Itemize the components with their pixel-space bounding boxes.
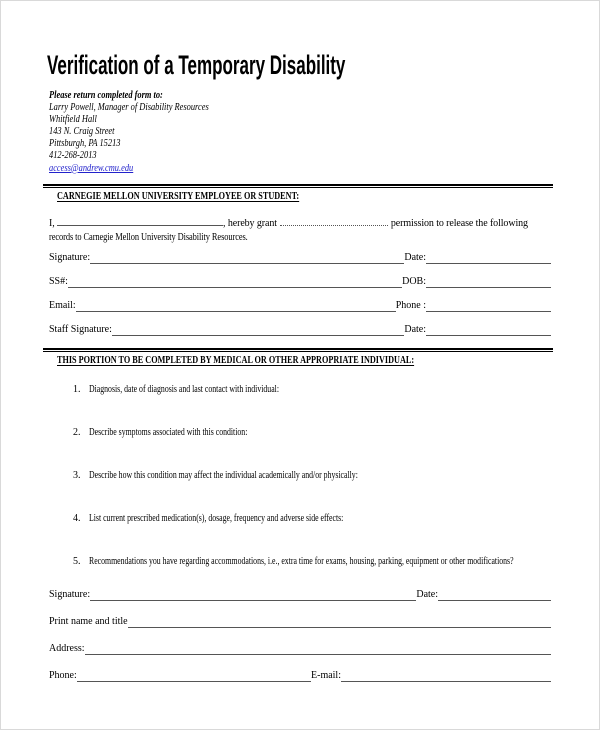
- email-line: [341, 668, 551, 682]
- staff-signature-label: Staff Signature:: [49, 323, 112, 335]
- question-text-inner: Describe symptoms associated with this condition:: [89, 426, 248, 438]
- ssn-line: [68, 274, 402, 288]
- question-text-inner: Describe how this condition may affect the individual academically and/or physically:: [89, 469, 358, 481]
- address-label: Address:: [49, 642, 85, 654]
- email-link[interactable]: access@andrew.cmu.edu: [49, 162, 134, 174]
- signature-label: Signature:: [49, 588, 91, 600]
- section2-heading: [57, 355, 599, 367]
- grant-statement: [49, 216, 551, 246]
- return-instructions-heading-text: Please return completed form to:: [49, 90, 163, 101]
- date-label: Date:: [416, 588, 438, 600]
- student-info-rows: [49, 251, 551, 336]
- question-number: 3.: [73, 469, 81, 481]
- question-item: [73, 555, 551, 568]
- dob-line: [426, 274, 551, 288]
- question-text-inner: List current prescribed medication(s), dosage, frequency and adverse side effects:: [89, 512, 344, 524]
- ssn-label: SS#:: [49, 275, 68, 287]
- staff-signature-line: [112, 322, 404, 336]
- building-name: Whitfield Hall: [49, 114, 97, 126]
- return-instructions-block: [49, 90, 599, 175]
- section1-heading: [57, 191, 599, 203]
- question-number: 1.: [73, 383, 81, 395]
- grant-suffix: permission to release the following: [390, 217, 528, 229]
- phone-label: Phone :: [395, 299, 426, 311]
- question-text: [89, 469, 434, 482]
- grant-line2-text: records to Carnegie Mellon University Disability Resources.: [49, 232, 248, 244]
- phone-email-row: [49, 669, 551, 682]
- question-number: 4.: [73, 512, 81, 524]
- email-label: E-mail:: [311, 669, 341, 681]
- address-row: [49, 642, 551, 655]
- email-label: Email:: [49, 299, 76, 311]
- question-number: 2.: [73, 426, 81, 438]
- email-line: [76, 298, 396, 312]
- date-label: Date:: [404, 323, 426, 335]
- signature-date-row: [49, 251, 551, 264]
- return-address-line: [49, 102, 599, 114]
- signature-label: Signature:: [49, 251, 91, 263]
- dob-label: DOB:: [402, 275, 426, 287]
- question-number: 5.: [73, 555, 81, 567]
- section-divider: [43, 348, 553, 352]
- page-title-text: Verification of a Temporary Disability: [47, 50, 346, 80]
- medical-questions-list: [73, 383, 551, 568]
- date-line: [426, 250, 551, 264]
- city-state-zip: Pittsburgh, PA 15213: [49, 138, 121, 150]
- question-text-inner: Diagnosis, date of diagnosis and last contact with individual:: [89, 383, 279, 395]
- question-item: [73, 512, 551, 525]
- question-text: [89, 426, 292, 439]
- date-line: [426, 322, 551, 336]
- date-line: [438, 587, 551, 601]
- return-address-line: [49, 150, 599, 162]
- street-address: 143 N. Craig Street: [49, 126, 115, 138]
- question-text: [89, 555, 600, 568]
- address-line: [85, 641, 551, 655]
- grant-line2: [49, 231, 551, 246]
- date-label: Date:: [404, 251, 426, 263]
- phone-line: [426, 298, 551, 312]
- section1-heading-text: CARNEGIE MELLON UNIVERSITY EMPLOYEE OR STUDENT:: [57, 190, 300, 202]
- return-address-line: [49, 126, 599, 138]
- ssn-dob-row: [49, 275, 551, 288]
- question-item: [73, 426, 551, 439]
- print-name-label: Print name and title: [49, 615, 128, 627]
- section2-heading-text: THIS PORTION TO BE COMPLETED BY MEDICAL OR OTHER APPROPRIATE INDIVIDUAL:: [57, 354, 415, 366]
- signature-line: [90, 250, 404, 264]
- question-text: [89, 512, 415, 525]
- grant-middle: , hereby grant: [223, 217, 277, 229]
- return-address-line: [49, 114, 599, 126]
- print-name-row: [49, 615, 551, 628]
- name-blank: [57, 216, 223, 226]
- question-text-inner: Recommendations you have regarding accommodations, i.e., extra time for exams, housing, parking, equipment or other modifications?: [89, 555, 514, 567]
- section-divider: [43, 184, 553, 188]
- return-address-line: [49, 138, 599, 150]
- return-email-line: [49, 163, 599, 175]
- medical-info-rows: [49, 588, 551, 682]
- return-instructions-heading: [49, 90, 599, 102]
- email-phone-row: [49, 299, 551, 312]
- signature-line: [90, 587, 416, 601]
- phone-line: [77, 668, 311, 682]
- question-item: [73, 469, 551, 482]
- print-name-line: [128, 614, 551, 628]
- staff-signature-date-row: [49, 323, 551, 336]
- page-title: [47, 51, 599, 79]
- phone-number: 412-268-2013: [49, 150, 97, 162]
- grant-prefix: I,: [49, 217, 55, 229]
- question-text: [89, 383, 333, 396]
- question-item: [73, 383, 551, 396]
- phone-label: Phone:: [49, 669, 77, 681]
- signature-date-row: [49, 588, 551, 601]
- grantee-blank: [280, 216, 388, 226]
- contact-name: Larry Powell, Manager of Disability Resources: [49, 102, 209, 114]
